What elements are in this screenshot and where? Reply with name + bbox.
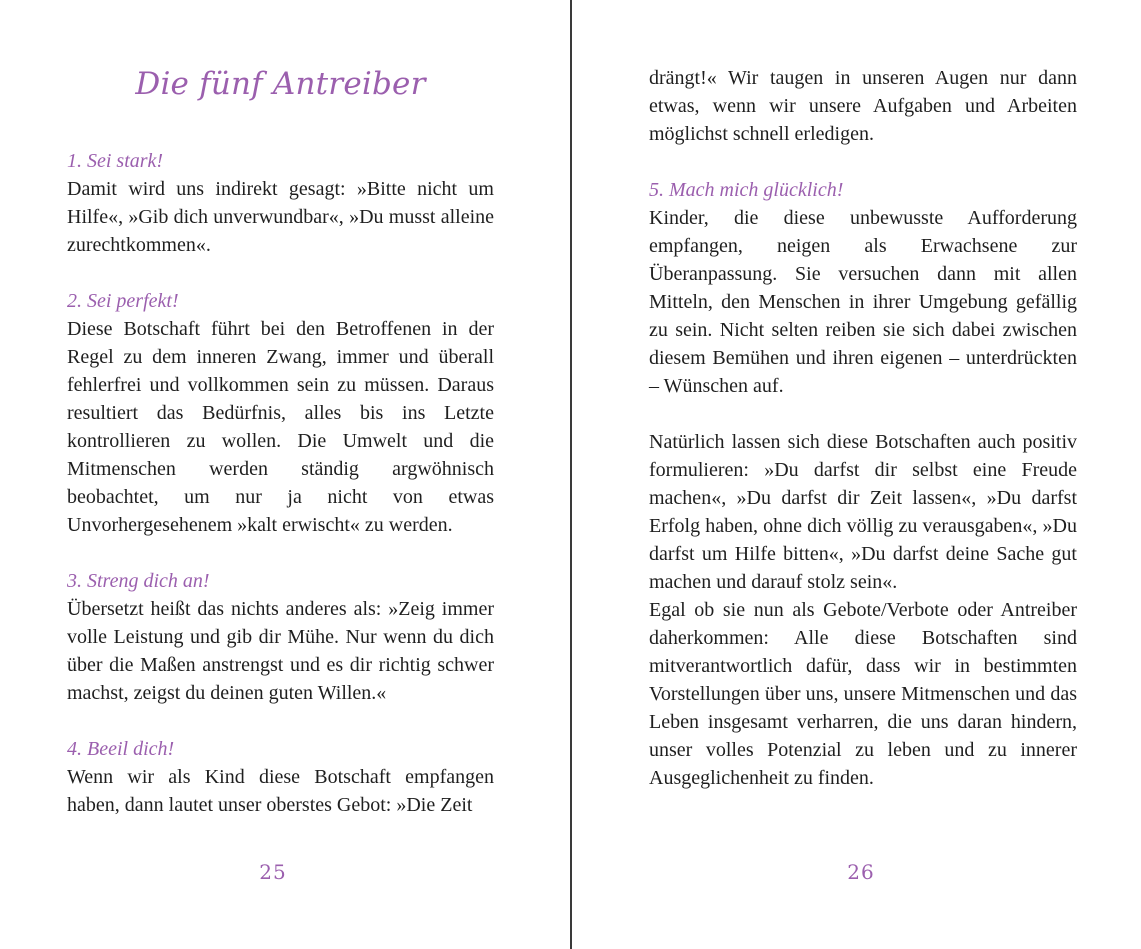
section-beeil-dich: [67, 735, 494, 819]
paragraph-gap: [649, 148, 1077, 176]
right-text-column: [649, 64, 1077, 792]
section-heading: 1. Sei stark!: [67, 150, 164, 172]
section-text: Diese Botschaft führt bei den Betroffenen in der Regel zu dem inneren Zwang, immer und überall fehlerfrei und vollkommen sein zu müssen. Daraus resultiert das Bedürfnis, alles bis ins Letzte kontrollieren zu wollen. Die Umwelt und die Mitmenschen werden ständig argwöhnisch beobachtet, um nur ja nicht von etwas Unvorhergesehenem »kalt erwischt« zu werden.: [67, 318, 494, 536]
left-page: [0, 0, 570, 949]
section-text: Damit wird uns indirekt gesagt: »Bitte nicht um Hilfe«, »Gib dich unverwundbar«, »Du musst alleine zurechtkommen«.: [67, 178, 494, 256]
page-number: 26: [847, 860, 875, 884]
left-text-column: [67, 147, 494, 819]
right-page: [572, 0, 1141, 949]
paragraph-gap: [649, 400, 1077, 428]
continuation-text: drängt!« Wir taugen in unseren Augen nur dann etwas, wenn wir unsere Aufgaben und Arbeiten möglichst schnell erledigen.: [649, 67, 1077, 145]
section-sei-perfekt: [67, 287, 494, 539]
section-heading: 4. Beeil dich!: [67, 738, 175, 760]
page-number: 25: [259, 860, 287, 884]
body-paragraph: Natürlich lassen sich diese Botschaften auch positiv formulieren: »Du darfst dir selbst eine Freude machen«, »Du darfst dir Zeit lassen«, »Du darfst Erfolg haben, ohne dich völlig zu verausgaben«, »Du darfst um Hilfe bitten«, »Du darfst deine Sache gut machen und darauf stolz sein«.: [649, 431, 1077, 593]
page-title: Die fünf Antreiber: [135, 66, 426, 102]
section-sei-stark: [67, 147, 494, 259]
section-heading: 5. Mach mich glücklich!: [649, 179, 844, 201]
section-text: Übersetzt heißt das nichts anderes als: »Zeig immer volle Leistung und gib dir Mühe. Nur wenn du dich über die Maßen anstrengst und es dir richtig schwer machst, zeigst du deinen guten Willen.«: [67, 598, 494, 704]
section-text: Kinder, die diese unbewusste Aufforderung empfangen, neigen als Erwachsene zur Überanpassung. Sie versuchen dann mit allen Mitteln, den Menschen in ihrer Umgebung gefällig zu sein. Nicht selten reiben sie sich dabei zwischen diesem Bemühen und ihren eigenen – unterdrückten – Wünschen auf.: [649, 207, 1077, 397]
section-heading: 2. Sei perfekt!: [67, 290, 179, 312]
section-text: Wenn wir als Kind diese Botschaft empfangen haben, dann lautet unser oberstes Gebot: »Die Zeit: [67, 766, 494, 816]
body-paragraph: Egal ob sie nun als Gebote/Verbote oder Antreiber daherkommen: Alle diese Botschaften sind mitverantwortlich dafür, dass wir in bestimmten Vorstellungen über uns, unsere Mitmenschen und das Leben insgesamt verharren, die uns daran hindern, unser volles Potenzial zu leben und zu innerer Ausgeglichenheit zu finden.: [649, 599, 1077, 789]
section-heading: 3. Streng dich an!: [67, 570, 210, 592]
section-streng-dich-an: [67, 567, 494, 707]
